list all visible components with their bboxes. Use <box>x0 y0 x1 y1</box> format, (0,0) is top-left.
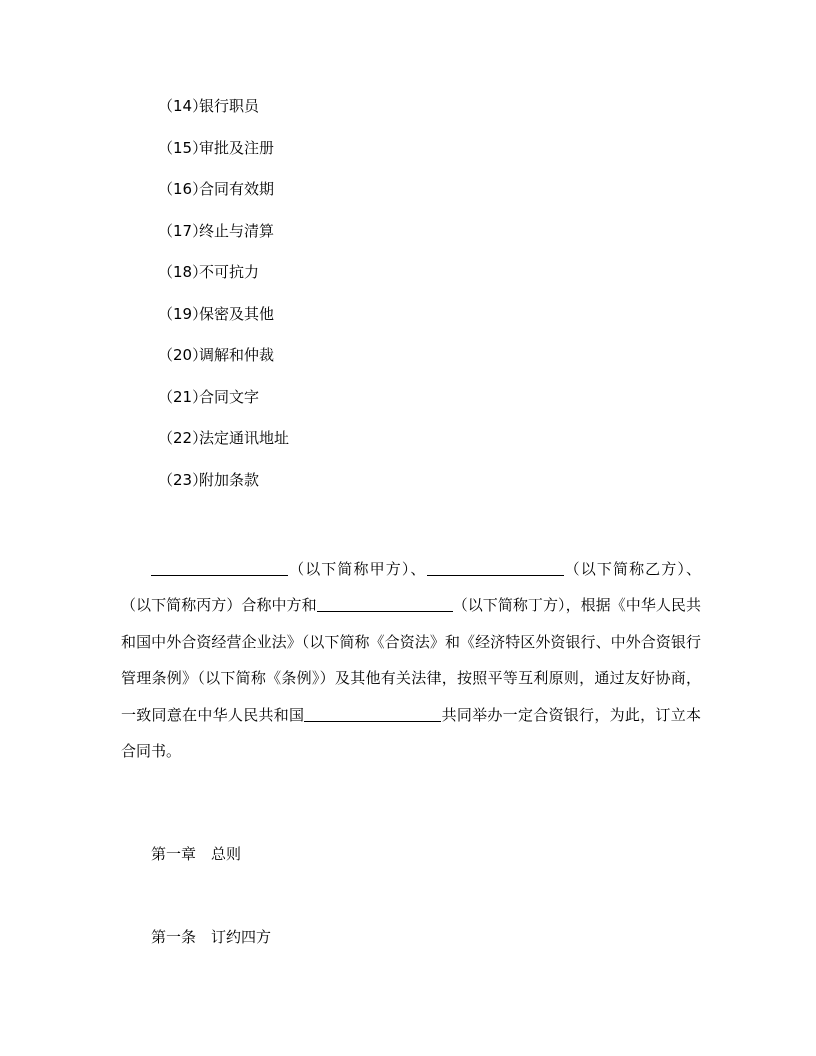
toc-item-number: （15） <box>158 138 208 157</box>
toc-item-label: 法定通讯地址 <box>199 429 290 447</box>
toc-item-label: 合同文字 <box>199 387 260 406</box>
toc-item-label: 银行职员 <box>199 97 260 115</box>
preamble-text: （以下简称乙方）、（以下简称丙方）合称中方和 <box>121 560 701 615</box>
toc-item-number: （17） <box>158 221 208 240</box>
toc-item-number: （23） <box>158 470 208 489</box>
chapter-heading: 第一章 总则 <box>151 845 242 863</box>
article-heading: 第一条 订约四方 <box>151 928 272 946</box>
toc-item-label: 保密及其他 <box>199 304 275 323</box>
toc-item <box>158 345 678 387</box>
table-of-contents <box>158 96 678 511</box>
toc-item <box>158 221 678 263</box>
toc-item-number: （22） <box>158 429 208 447</box>
contract-preamble <box>121 551 701 769</box>
toc-item-number: （21） <box>158 387 208 406</box>
toc-item <box>158 262 678 304</box>
toc-item-number: （19） <box>158 304 208 323</box>
party-a-blank <box>151 560 288 576</box>
toc-item-number: （20） <box>158 346 208 364</box>
toc-item-number: （18） <box>158 263 208 281</box>
toc-item-label: 终止与清算 <box>199 221 275 240</box>
toc-item-number: （16） <box>158 180 208 198</box>
toc-item <box>158 96 678 138</box>
toc-item <box>158 387 678 429</box>
location-blank <box>304 706 441 722</box>
toc-item <box>158 470 678 512</box>
toc-item-label: 调解和仲裁 <box>199 346 275 364</box>
party-d-blank <box>317 596 453 612</box>
toc-item <box>158 179 678 221</box>
preamble-text: （以下简称丁方），根据《中华人民共和国中外合资经营企业法》（以下简称《合资法》和《经济特区外资银行、中外合资银行管理条例》（以下简称《条例》）及其他有关法律，按照平等互利原则，通过友好协商，一致同意在中华人民共和国 <box>121 596 701 724</box>
toc-item <box>158 138 678 180</box>
toc-item-label: 附加条款 <box>199 470 260 489</box>
party-b-blank <box>427 560 564 576</box>
toc-item-label: 审批及注册 <box>199 138 275 157</box>
preamble-text: 共同举办一定合资银行，为此，订立本合同书。 <box>121 705 701 761</box>
toc-item <box>158 304 678 346</box>
preamble-text: （以下简称甲方）、 <box>288 560 427 578</box>
toc-item <box>158 428 678 470</box>
toc-item-label: 合同有效期 <box>199 180 275 198</box>
toc-item-label: 不可抗力 <box>199 263 260 281</box>
toc-item-number: （14） <box>158 97 208 115</box>
